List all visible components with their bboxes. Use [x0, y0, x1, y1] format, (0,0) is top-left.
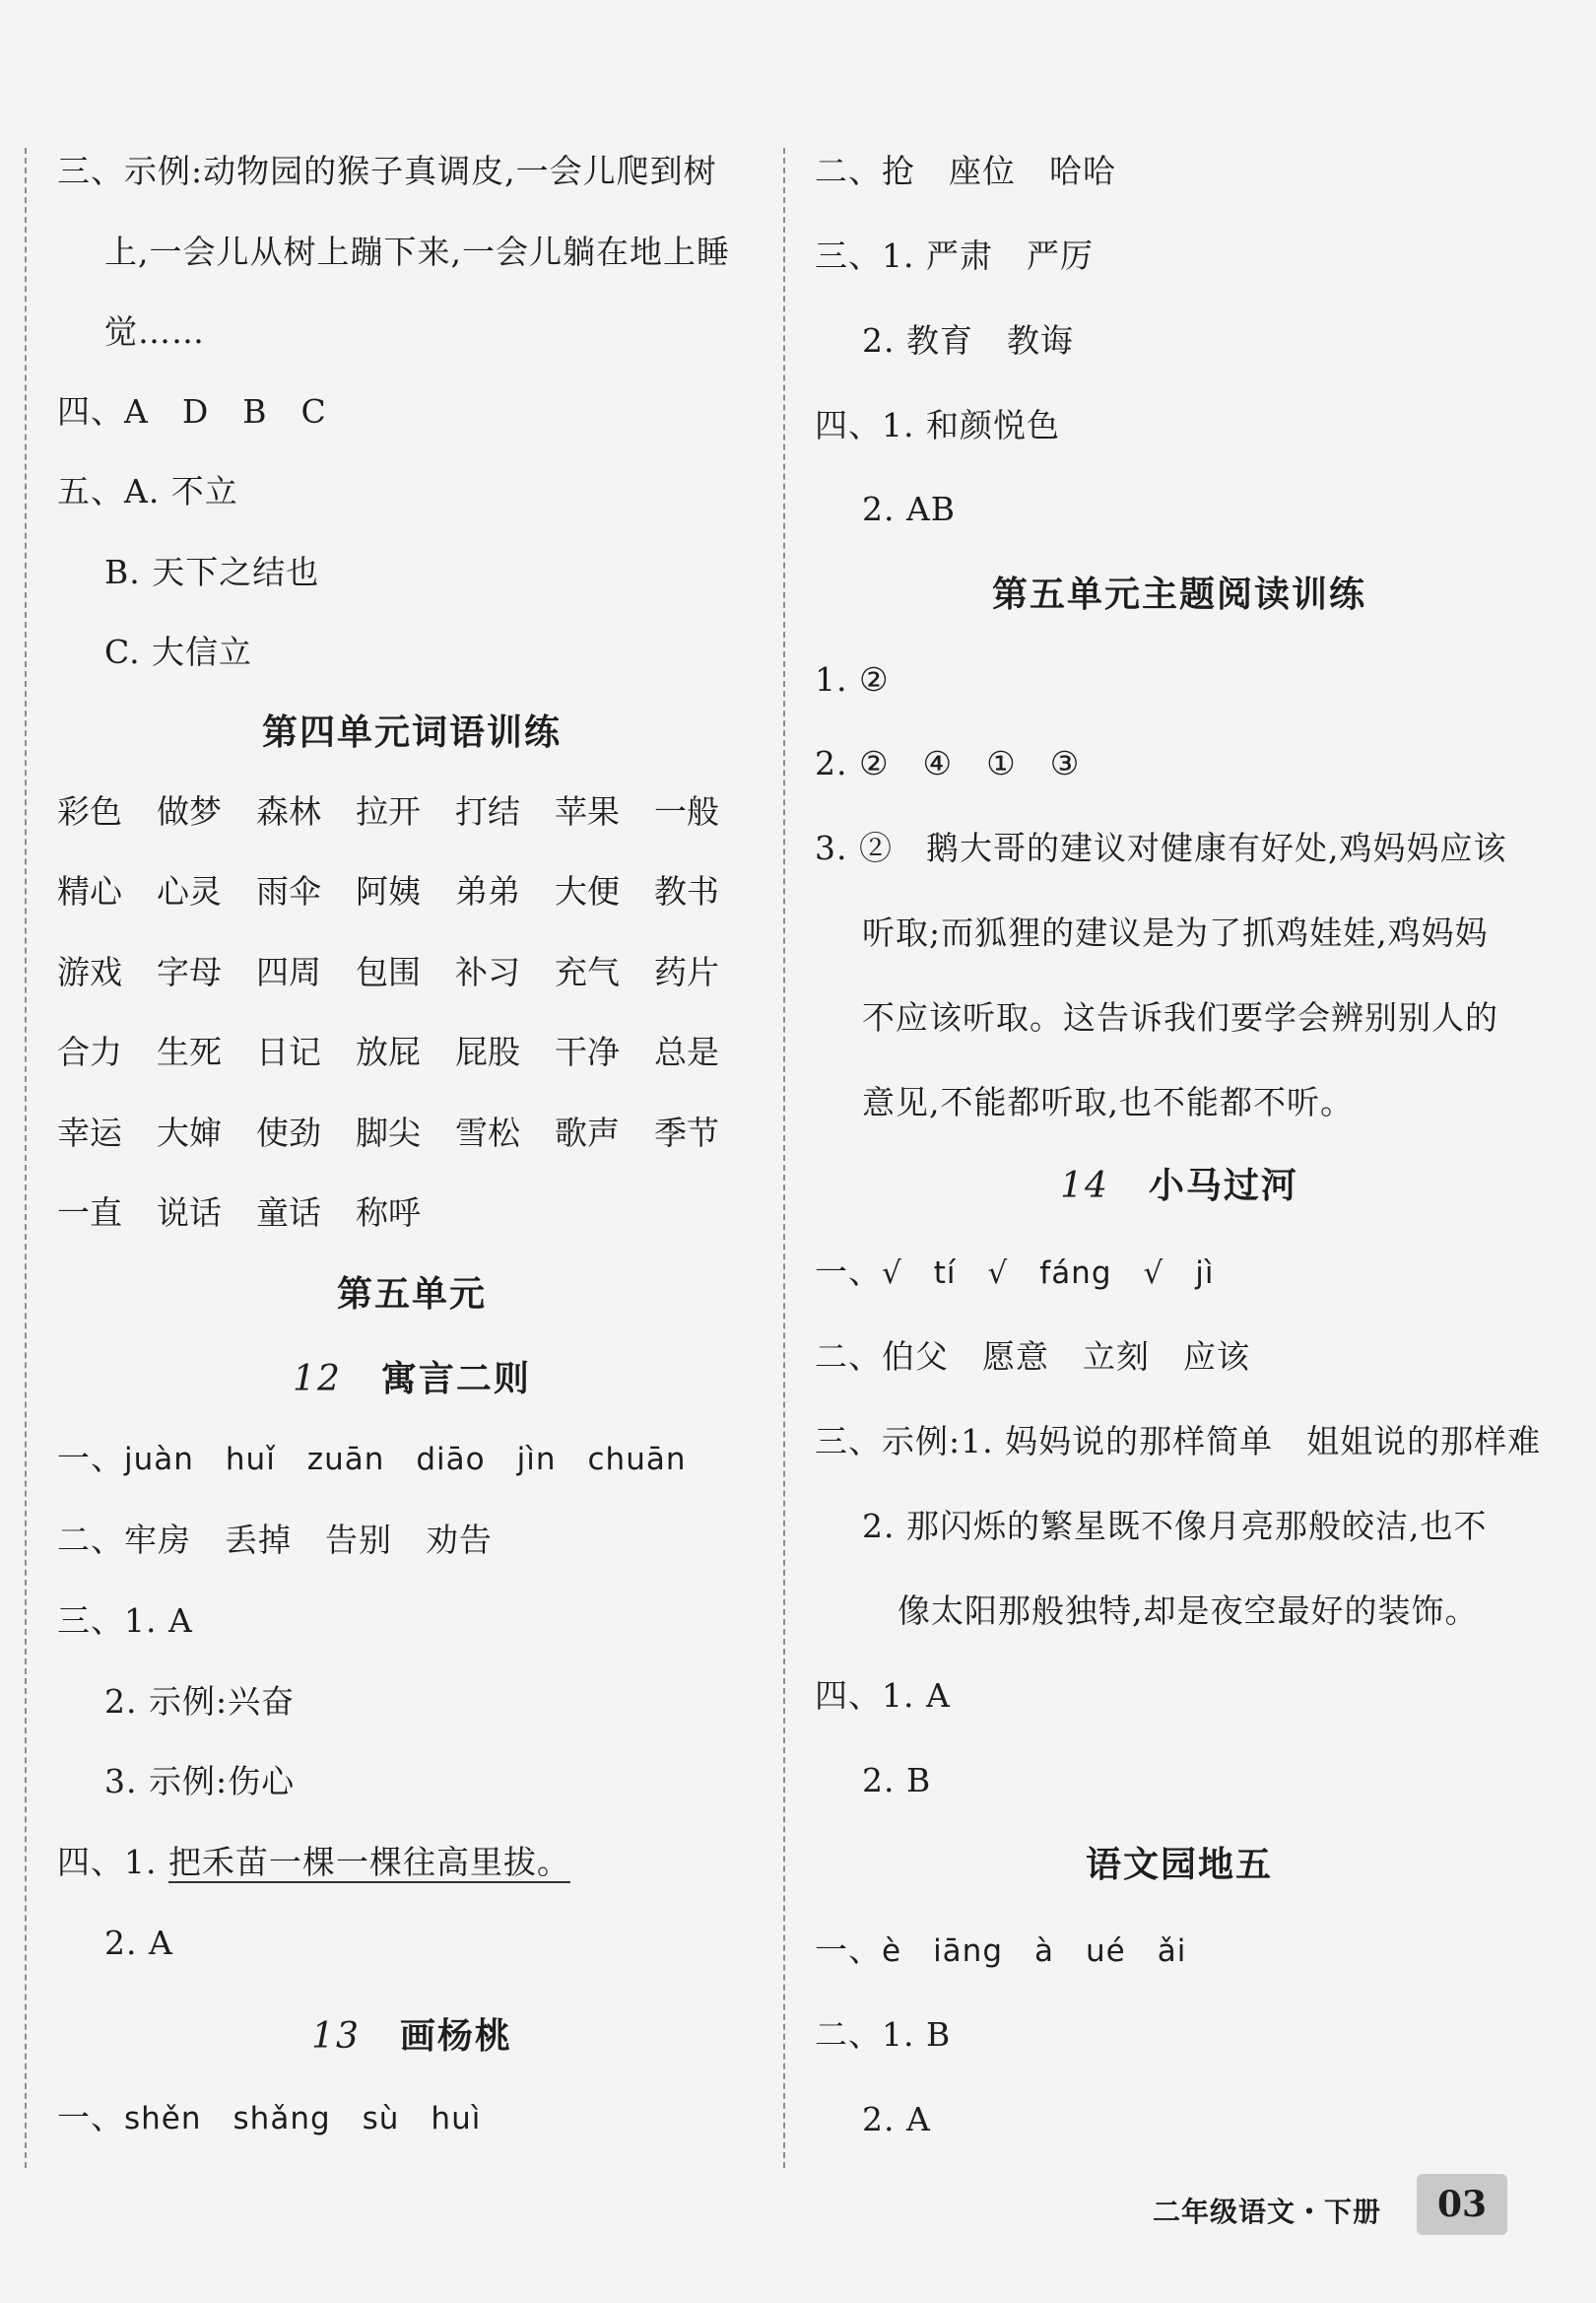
answer-line: 2. 那闪烁的繁星既不像月亮那般皎洁,也不	[862, 1507, 1488, 1545]
word: 彩色	[57, 792, 122, 831]
word-row	[57, 1112, 754, 1155]
word: 大婶	[157, 1114, 222, 1152]
word-row	[57, 951, 754, 994]
answer-line: 觉……	[104, 312, 205, 351]
word: 充气	[555, 953, 620, 991]
word: 做梦	[157, 792, 222, 831]
answer-line: 2. B	[862, 1761, 932, 1799]
answer-line: 二、伯父 愿意 立刻 应该	[815, 1337, 1250, 1376]
word: 一般	[654, 792, 719, 831]
word-row	[57, 1031, 754, 1074]
question-prefix: 一、	[57, 2098, 124, 2136]
answer-line	[815, 1929, 1186, 1973]
question-prefix: 一、	[57, 1439, 124, 1477]
answer-line: 二、牢房 丢掉 告别 劝告	[57, 1521, 493, 1559]
answer-line: 2. A	[104, 1924, 173, 1962]
word: 屁股	[455, 1033, 520, 1071]
lesson-title: 小马过河	[1148, 1166, 1298, 1206]
word: 森林	[256, 792, 321, 831]
answer-line: 3. 示例:伤心	[104, 1762, 296, 1800]
answer-line: 2. AB	[862, 490, 957, 528]
word: 童话	[256, 1193, 321, 1232]
answer-line: 3. ② 鹅大哥的建议对健康有好处,鸡妈妈应该	[815, 829, 1507, 867]
word: 包围	[356, 953, 421, 991]
answer-line: 三、示例:1. 妈妈说的那样简单 姐姐说的那样难	[815, 1422, 1542, 1460]
pinyin-answers: √ tí √ fáng √ jì	[882, 1255, 1215, 1291]
word: 药片	[654, 953, 719, 991]
section-heading: 第四单元词语训练	[261, 712, 562, 753]
answer-line	[815, 1251, 1215, 1295]
word: 说话	[157, 1193, 222, 1232]
column-divider	[783, 148, 785, 2168]
word: 大便	[555, 872, 620, 911]
question-prefix: 一、	[815, 1253, 882, 1291]
answer-line: 二、1. B	[815, 2015, 952, 2054]
word: 季节	[654, 1114, 719, 1152]
question-prefix: 一、	[815, 1930, 882, 1969]
word: 游戏	[57, 953, 122, 991]
lesson-number: 14	[1060, 1166, 1109, 1206]
pinyin-answers: shěn shǎng sù huì	[124, 2101, 482, 2136]
word: 放屁	[356, 1033, 421, 1071]
unit-heading: 第五单元	[336, 1274, 487, 1315]
word: 歌声	[555, 1114, 620, 1152]
answer-line: 2. ② ④ ① ③	[815, 744, 1081, 782]
word: 一直	[57, 1193, 122, 1232]
word: 弟弟	[455, 872, 520, 911]
word: 拉开	[356, 792, 421, 831]
answer-line: 三、1. A	[57, 1601, 193, 1640]
word-row	[57, 1191, 455, 1235]
answer-line	[57, 1841, 570, 1884]
question-prefix: 四、1.	[57, 1843, 168, 1881]
word-row	[57, 870, 754, 914]
lesson-title: 寓言二则	[380, 1359, 531, 1399]
answer-line: 四、1. A	[815, 1676, 951, 1715]
answer-line: 三、示例:动物园的猴子真调皮,一会儿爬到树	[57, 152, 717, 190]
word: 幸运	[57, 1114, 122, 1152]
word: 使劲	[256, 1114, 321, 1152]
page-number: 03	[1417, 2174, 1507, 2235]
answer-line: 四、1. 和颜悦色	[815, 406, 1060, 444]
word: 打结	[455, 792, 520, 831]
answer-line: 四、A D B C	[57, 392, 327, 431]
answer-line	[57, 2096, 481, 2140]
answer-line: 五、A. 不立	[57, 472, 238, 510]
underlined-answer: 把禾苗一棵一棵往高里拔。	[167, 1843, 570, 1881]
answer-line: 1. ②	[815, 660, 890, 699]
word: 合力	[57, 1033, 122, 1071]
word: 雪松	[455, 1114, 520, 1152]
word: 苹果	[555, 792, 620, 831]
section-heading: 语文园地五	[1085, 1845, 1273, 1885]
word: 干净	[555, 1033, 620, 1071]
word: 阿姨	[356, 872, 421, 911]
answer-line: 上,一会儿从树上蹦下来,一会儿躺在地上睡	[104, 233, 730, 271]
word: 雨伞	[256, 872, 321, 911]
answer-line: C. 大信立	[104, 633, 253, 671]
word: 字母	[157, 953, 222, 991]
word: 称呼	[356, 1193, 421, 1232]
word-row	[57, 790, 754, 834]
answer-line: 不应该听取。这告诉我们要学会辨别别人的	[862, 998, 1498, 1037]
word: 生死	[157, 1033, 222, 1071]
word: 精心	[57, 872, 122, 911]
answer-line: 意见,不能都听取,也不能都不听。	[862, 1083, 1354, 1121]
answer-line: 2. 教育 教诲	[862, 321, 1074, 360]
answer-line: 二、抢 座位 哈哈	[815, 152, 1116, 190]
lesson-heading	[815, 1163, 1544, 1210]
answer-line	[57, 1437, 686, 1481]
word: 脚尖	[356, 1114, 421, 1152]
word: 补习	[455, 953, 520, 991]
lesson-title: 画杨桃	[399, 2016, 512, 2057]
answer-line: B. 天下之结也	[104, 553, 320, 591]
answer-line: 三、1. 严肃 严厉	[815, 237, 1094, 275]
answer-line: 2. 示例:兴奋	[104, 1682, 296, 1721]
left-dashed-border	[25, 148, 27, 2168]
answer-line: 像太阳那般独特,却是夜空最好的装饰。	[898, 1592, 1479, 1630]
lesson-number: 12	[293, 1359, 342, 1399]
word: 四周	[256, 953, 321, 991]
answer-line: 听取;而狐狸的建议是为了抓鸡娃娃,鸡妈妈	[862, 914, 1489, 952]
word: 教书	[654, 872, 719, 911]
pinyin-answers: è iāng à ué ǎi	[882, 1933, 1187, 1969]
lesson-heading	[57, 1356, 766, 1403]
answer-line: 2. A	[862, 2100, 931, 2138]
book-label: 二年级语文・下册	[1153, 2196, 1382, 2228]
word: 日记	[256, 1033, 321, 1071]
word: 心灵	[157, 872, 222, 911]
lesson-heading	[57, 2013, 766, 2061]
lesson-number: 13	[311, 2016, 361, 2057]
section-heading: 第五单元主题阅读训练	[991, 575, 1366, 615]
pinyin-answers: juàn huǐ zuān diāo jìn chuān	[124, 1442, 687, 1477]
word: 总是	[654, 1033, 719, 1071]
